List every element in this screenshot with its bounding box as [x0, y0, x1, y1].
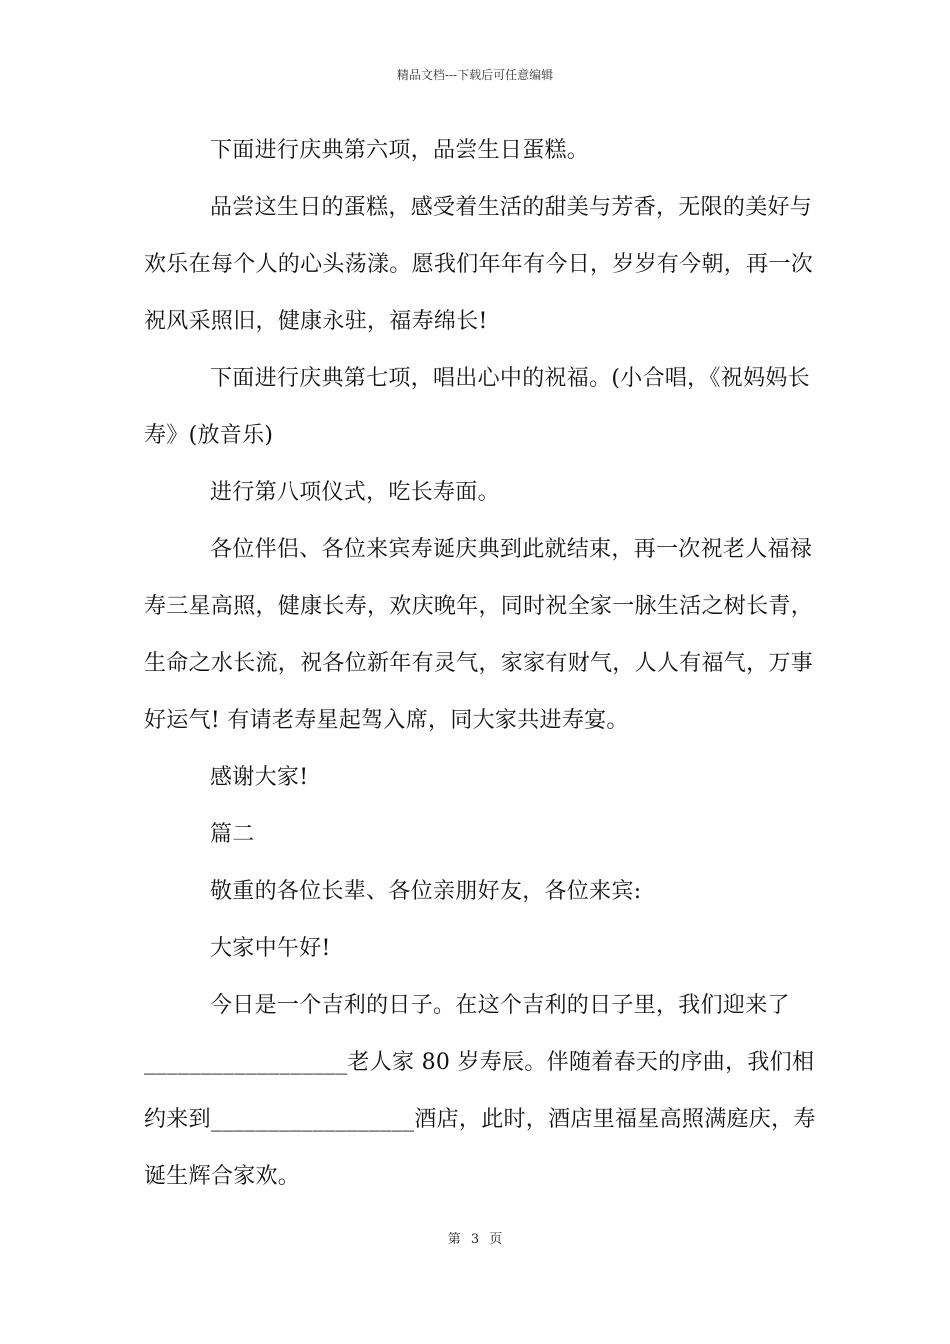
paragraph-2: 品尝这生日的蛋糕，感受着生活的甜美与芳香，无限的美好与欢乐在每个人的心头荡漾。愿我们年年有今日，岁岁有今朝，再一次祝风采照旧，健康永驻，福寿绵长!	[144, 195, 814, 334]
document-body	[144, 122, 824, 1205]
header-text: 精品文档---下载后可任意编辑	[396, 68, 554, 82]
paragraph-3: 下面进行庆典第七项，唱出心中的祝福。(小合唱，《祝妈妈长寿》(放音乐)	[144, 366, 810, 448]
section-heading: 篇二	[210, 822, 255, 847]
page-footer	[0, 1228, 950, 1247]
paragraph-salutation: 敬重的各位长辈、各位亲朋好友，各位来宾:	[210, 879, 642, 904]
paragraph-4: 进行第八项仪式，吃长寿面。	[210, 480, 500, 505]
footer-suffix: 页	[489, 1232, 503, 1247]
footer-prefix: 第	[447, 1232, 461, 1247]
paragraph-6: 感谢大家!	[210, 765, 309, 790]
paragraph-10: 今日是一个吉利的日子。在这个吉利的日子里，我们迎来了__________________老人家 80 岁寿辰。伴随着春天的序曲，我们相约来到__________________酒店，此时，酒店里福星高照满庭庆，寿诞生辉合家欢。	[144, 993, 816, 1189]
paragraph-greeting: 大家中午好!	[210, 936, 331, 961]
paragraph-5: 各位伴侣、各位来宾寿诞庆典到此就结束，再一次祝老人福禄寿三星高照，健康长寿，欢庆晚年，同时祝全家一脉生活之树长青，生命之水长流，祝各位新年有灵气，家家有财气，人人有福气，万事好运气! 有请老寿星起驾入席，同大家共进寿宴。	[144, 537, 814, 733]
paragraph-1: 下面进行庆典第六项，品尝生日蛋糕。	[210, 138, 590, 163]
page-number: 3	[470, 1232, 480, 1247]
page-header	[0, 66, 950, 83]
